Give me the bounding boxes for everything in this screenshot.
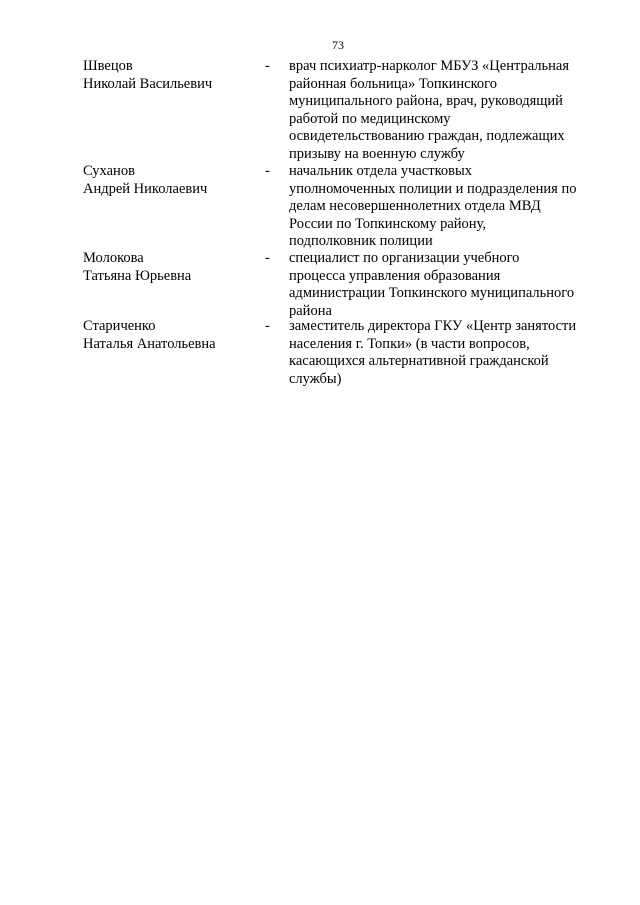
member-name [83, 250, 258, 285]
member-given-names: Наталья Анатольевна [83, 335, 216, 352]
position-line: работой по медицинскому [289, 110, 451, 127]
position-line: заместитель директора ГКУ «Центр занятости [289, 318, 577, 334]
position-line: России по Топкинскому району, [289, 215, 486, 232]
position-line: муниципального района, врач, руководящий [289, 93, 563, 110]
member-given-names: Татьяна Юрьевна [83, 267, 192, 284]
position-line: специалист по организации учебного [289, 250, 520, 266]
member-position [289, 250, 599, 320]
dash-separator: - [265, 58, 270, 74]
member-given-names: Андрей Николаевич [83, 180, 208, 197]
position-line: врач психиатр-нарколог МБУЗ «Центральная [289, 58, 569, 74]
member-surname: Молокова [83, 250, 144, 266]
position-line: районная больница» Топкинского [289, 75, 497, 92]
position-line: начальник отдела участковых [289, 163, 472, 179]
position-line: делам несовершеннолетних отдела МВД [289, 198, 541, 215]
position-line: уполномоченных полиции и подразделения по [289, 180, 577, 197]
member-name [83, 318, 258, 353]
member-surname: Швецов [83, 58, 133, 74]
member-position [289, 318, 599, 388]
dash-separator: - [265, 163, 270, 179]
member-surname: Стариченко [83, 318, 156, 334]
dash-separator: - [265, 250, 270, 266]
member-position [289, 58, 599, 164]
member-name [83, 163, 258, 198]
dash-separator: - [265, 318, 270, 334]
position-line: администрации Топкинского муниципального [289, 285, 575, 302]
member-name [83, 58, 258, 93]
position-line: службы) [289, 370, 342, 387]
position-line: населения г. Топки» (в части вопросов, [289, 335, 530, 352]
position-line: процесса управления образования [289, 267, 501, 284]
page-number: 73 [332, 38, 344, 52]
member-position [289, 163, 599, 251]
position-line: освидетельствованию граждан, подлежащих [289, 128, 565, 145]
position-line: касающихся альтернативной гражданской [289, 353, 549, 370]
position-line: района [289, 302, 332, 319]
member-surname: Суханов [83, 163, 135, 179]
position-line: призыву на военную службу [289, 145, 465, 162]
member-given-names: Николай Васильевич [83, 75, 213, 92]
position-line: подполковник полиции [289, 233, 433, 250]
